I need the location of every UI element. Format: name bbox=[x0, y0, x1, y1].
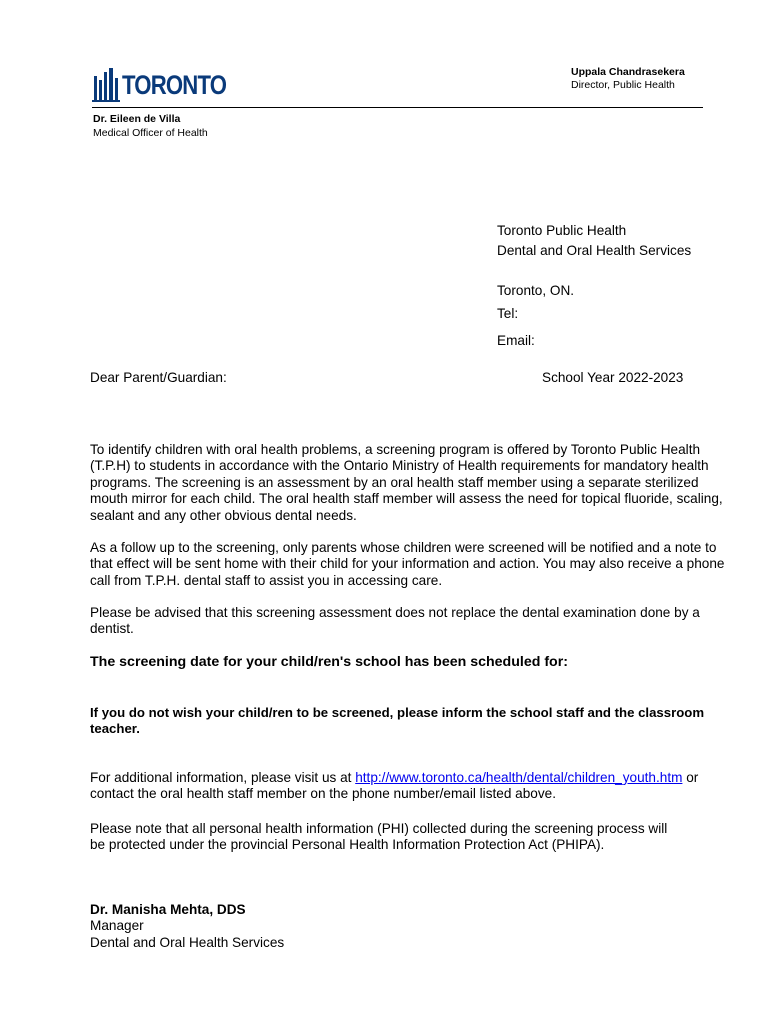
toronto-logo bbox=[92, 66, 227, 106]
address-tel: Tel: bbox=[497, 306, 519, 321]
director-name: Uppala Chandrasekera bbox=[571, 66, 685, 78]
advisory-paragraph: Please be advised that this screening assessment does not replace the dental examination done by a dentist. bbox=[90, 605, 700, 637]
signature-department: Dental and Oral Health Services bbox=[90, 935, 285, 950]
salutation: Dear Parent/Guardian: bbox=[90, 370, 227, 385]
opt-out-notice: If you do not wish your child/ren to be screened, please inform the school staff and the classroom teacher. bbox=[90, 705, 705, 737]
screening-date-heading: The screening date for your child/ren's school has been scheduled for: bbox=[90, 654, 568, 670]
address-line2: Dental and Oral Health Services bbox=[497, 243, 692, 258]
privacy-paragraph: Please note that all personal health information (PHI) collected during the screening process will be protected under the provincial Personal Health Information Protection Act (PHIPA). bbox=[90, 821, 668, 853]
info-text-after: or contact the oral health staff member on the phone number/email listed above. bbox=[90, 770, 699, 802]
school-year: School Year 2022-2023 bbox=[542, 370, 684, 385]
address-line1: Toronto Public Health bbox=[497, 223, 627, 238]
info-text-before: For additional information, please visit us at bbox=[90, 770, 356, 785]
officer-title: Medical Officer of Health bbox=[93, 127, 208, 139]
dental-info-link[interactable]: http://www.toronto.ca/health/dental/children_youth.htm bbox=[355, 770, 683, 785]
header-divider bbox=[92, 107, 703, 108]
address-email: Email: bbox=[497, 333, 535, 348]
logo-wordmark: TORONTO bbox=[122, 70, 227, 100]
officer-name: Dr. Eileen de Villa bbox=[93, 113, 181, 125]
address-city: Toronto, ON. bbox=[497, 283, 575, 298]
intro-paragraph: To identify children with oral health problems, a screening program is offered by Toronto Public Health (T.P.H) to students in accordance with the Ontario Ministry of Health requirements for mandatory health programs. The screening is an assessment by an oral health staff member using a separate sterilized mouth mirror for each child. The oral health staff member will assess the need for topical fluoride, scaling, sealant and any other obvious dental needs. bbox=[90, 442, 723, 523]
follow-up-paragraph: As a follow up to the screening, only parents whose children were screened will be notified and a note to that effect will be sent home with their child for your information and action. You may also receive a phone call from T.P.H. dental staff to assist you in accessing care. bbox=[90, 540, 725, 588]
additional-info-paragraph bbox=[90, 770, 740, 803]
director-title: Director, Public Health bbox=[571, 79, 675, 91]
signature-title: Manager bbox=[90, 918, 144, 933]
signature-name: Dr. Manisha Mehta, DDS bbox=[90, 902, 246, 917]
